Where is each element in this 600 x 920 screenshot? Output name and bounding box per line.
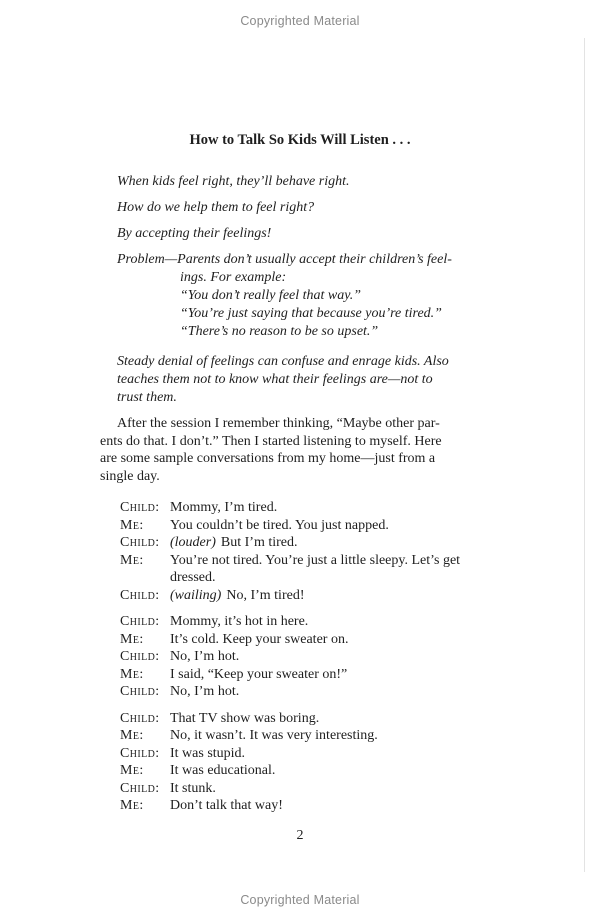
speaker-label: Child: [120, 587, 160, 603]
speaker-label: Me: [120, 666, 144, 682]
dialogue-text [170, 780, 488, 798]
dialogue-words: It’s cold. Keep your sweater on. [170, 631, 349, 647]
speaker-label: Me: [120, 631, 144, 647]
dialogue-line [120, 745, 500, 763]
dialogue-line [120, 517, 500, 535]
dialogue-line [120, 762, 500, 780]
dialogue-line [120, 552, 500, 587]
text-line: ents do that. I don’t.” Then I started listening to myself. Here [100, 433, 442, 449]
dialogue-text [170, 797, 488, 815]
after-session-paragraph [100, 415, 500, 485]
dialogue-text [170, 587, 488, 605]
speaker-label: Me: [120, 552, 144, 568]
text-line: teaches them not to know what their feelings are—not to [117, 372, 433, 387]
dialogue-group-hot [120, 613, 500, 701]
dialogue-text [170, 631, 488, 649]
dialogue-text [170, 762, 488, 780]
speaker-label: Child: [120, 745, 160, 761]
dialogue-text [170, 745, 488, 763]
dialogue-words: But I’m tired. [220, 535, 298, 550]
feelings-quote-block [117, 173, 500, 407]
dialogue-text [170, 613, 488, 631]
dialogue-text [170, 499, 488, 517]
speaker-label: Me: [120, 517, 144, 533]
dialogue-text [170, 666, 488, 684]
dialogue-words: You’re not tired. You’re just a little sleepy. Let’s get dressed. [170, 552, 461, 585]
example-quote-line: “You’re just saying that because you’re tired.” [180, 306, 442, 321]
copyright-watermark-top: Copyrighted Material [240, 14, 360, 28]
example-quote-line: “You don’t really feel that way.” [180, 288, 361, 303]
copyright-watermark-bottom: Copyrighted Material [240, 893, 360, 907]
speaker-label: Child: [120, 500, 160, 515]
speaker-label: Child: [120, 649, 160, 664]
dialogue-text [170, 683, 488, 701]
stage-direction: (louder) [170, 535, 216, 550]
dialogue-line [120, 797, 500, 815]
dialogue-words: Mommy, it’s hot in here. [170, 614, 309, 629]
dialogue-line [120, 648, 500, 666]
dialogue-text [170, 710, 488, 728]
steady-denial-paragraph [117, 353, 500, 407]
dialogue-line [120, 683, 500, 701]
dialogue-text [170, 517, 488, 535]
page-number: 2 [296, 827, 304, 843]
dialogue-line [120, 727, 500, 745]
dialogue-line [120, 613, 500, 631]
dialogue-words: Don’t talk that way! [170, 798, 283, 813]
running-head-title: How to Talk So Kids Will Listen . . . [189, 132, 411, 148]
dialogue-group-tv-show [120, 710, 500, 815]
dialogue-words: That TV show was boring. [170, 710, 320, 726]
speaker-label: Child: [120, 684, 160, 699]
dialogue-line [120, 710, 500, 728]
dialogue-words: No, I’m hot. [170, 684, 240, 699]
dialogue-words: It stunk. [170, 780, 216, 796]
dialogue-line [120, 587, 500, 605]
text-line: single day. [100, 468, 160, 484]
text-line: Steady denial of feelings can confuse and enrage kids. Also [117, 354, 449, 369]
text-line: are some sample conversations from my home—just from a [100, 451, 436, 466]
dialogue-text [170, 648, 488, 666]
speaker-label: Child: [120, 710, 160, 726]
dialogue-line [120, 666, 500, 684]
dialogue-words: It was educational. [170, 763, 276, 778]
dialogue-words: No, it wasn’t. It was very interesting. [170, 728, 378, 743]
dialogue-words: Mommy, I’m tired. [170, 500, 278, 515]
dialogue-text [170, 727, 488, 745]
dialogue-group-tired [120, 499, 500, 604]
intro-quote-line: How do we help them to feel right? [117, 200, 315, 215]
speaker-label: Me: [120, 728, 144, 743]
speaker-label: Child: [120, 780, 160, 796]
page-scan-edge-line [584, 38, 585, 872]
speaker-label: Me: [120, 763, 144, 778]
dialogue-line [120, 780, 500, 798]
text-line: Problem—Parents don’t usually accept their children’s feel- [117, 252, 452, 267]
problem-paragraph [117, 251, 500, 341]
intro-quote-line: By accepting their feelings! [117, 226, 272, 241]
dialogue-text [170, 552, 488, 587]
text-line: trust them. [117, 390, 177, 405]
dialogue-words: It was stupid. [170, 745, 246, 761]
page-text-block [0, 132, 600, 844]
example-quote-line: “There’s no reason to be so upset.” [180, 324, 379, 339]
stage-direction: (wailing) [170, 587, 222, 603]
dialogue-text [170, 534, 488, 552]
text-line: ings. For example: [180, 270, 287, 285]
speaker-label: Me: [120, 798, 144, 813]
dialogue-line [120, 534, 500, 552]
dialogue-line [120, 499, 500, 517]
speaker-label: Child: [120, 535, 160, 550]
dialogue-words: I said, “Keep your sweater on!” [170, 666, 348, 682]
text-line: After the session I remember thinking, “Maybe other par- [117, 416, 440, 431]
speaker-label: Child: [120, 614, 160, 629]
dialogue-words: You couldn’t be tired. You just napped. [170, 517, 389, 533]
dialogue-words: No, I’m hot. [170, 649, 240, 664]
dialogue-line [120, 631, 500, 649]
dialogue-words: No, I’m tired! [226, 587, 305, 603]
intro-quote-line: When kids feel right, they’ll behave right. [117, 174, 350, 189]
